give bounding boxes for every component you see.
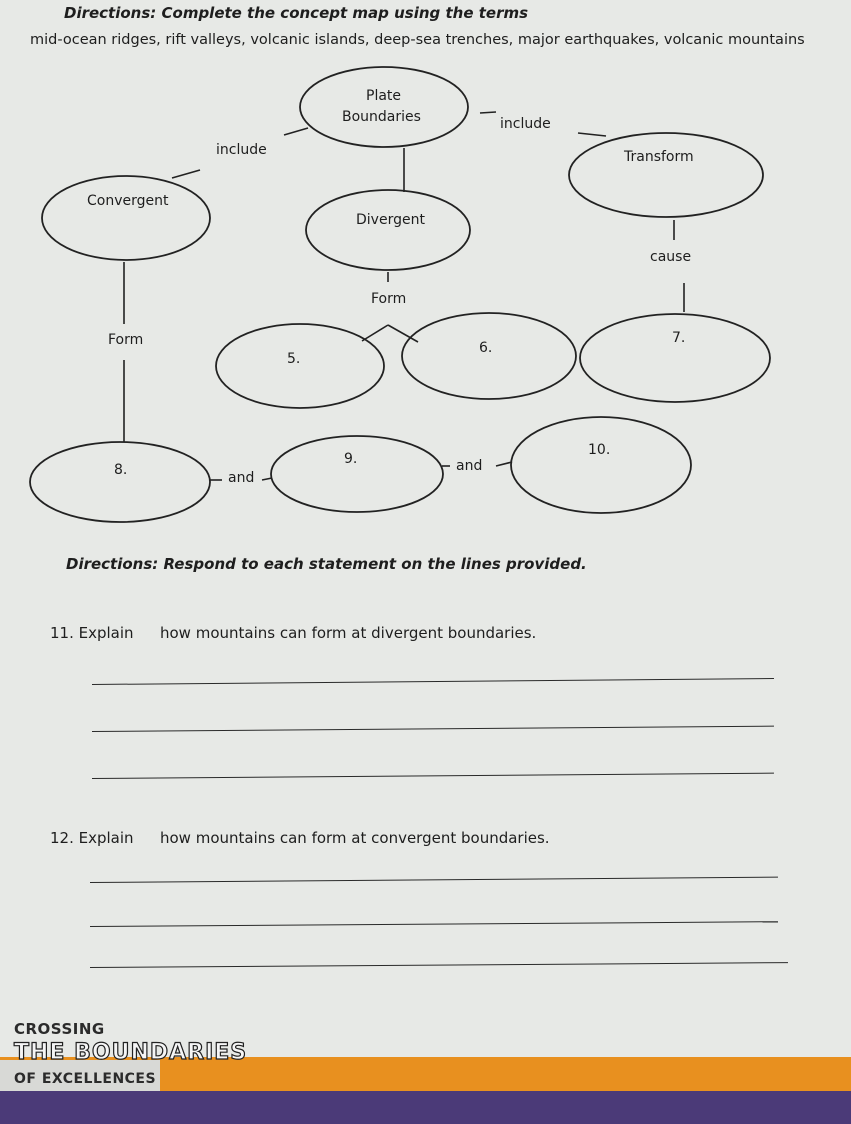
label-transform: Transform bbox=[624, 149, 694, 165]
ellipse-blank-9 bbox=[271, 436, 443, 512]
question-12-text: how mountains can form at convergent boundaries. bbox=[160, 829, 550, 847]
answer-line-11a[interactable] bbox=[92, 678, 774, 685]
answer-line-12b[interactable] bbox=[90, 921, 778, 927]
label-blank-6: 6. bbox=[479, 340, 493, 356]
answer-line-12a[interactable] bbox=[90, 877, 778, 883]
question-11 bbox=[50, 624, 536, 642]
label-form-center: Form bbox=[371, 291, 407, 307]
label-include-left: include bbox=[216, 142, 267, 158]
label-convergent: Convergent bbox=[87, 193, 169, 209]
ellipse-blank-6 bbox=[402, 313, 576, 399]
label-boundaries: Boundaries bbox=[342, 109, 421, 125]
ellipse-plate-boundaries bbox=[300, 67, 468, 147]
logo-the-boundaries: THE BOUNDARIES bbox=[14, 1040, 248, 1065]
logo-crossing: CROSSING bbox=[14, 1020, 105, 1038]
label-include-right: include bbox=[500, 116, 551, 132]
label-divergent: Divergent bbox=[356, 212, 425, 228]
label-and-2: and bbox=[456, 458, 483, 474]
footer-purple-stripe bbox=[0, 1091, 851, 1124]
label-plate: Plate bbox=[366, 88, 402, 104]
answer-line-11b[interactable] bbox=[92, 726, 774, 732]
logo-of-excellences: OF EXCELLENCES bbox=[14, 1071, 157, 1087]
ellipse-transform bbox=[569, 133, 763, 217]
label-blank-10: 10. bbox=[588, 442, 611, 458]
connector-form-blank5 bbox=[362, 325, 388, 341]
connector-include-convergent bbox=[172, 170, 200, 178]
question-11-number: 11. Explain bbox=[50, 624, 134, 642]
question-11-text: how mountains can form at divergent boundaries. bbox=[160, 624, 537, 642]
answer-line-12c[interactable] bbox=[90, 962, 788, 968]
connector-plate-include-left bbox=[284, 128, 308, 135]
connector-and-blank9 bbox=[262, 478, 272, 480]
connector-include-transform bbox=[578, 133, 606, 136]
connector-plate-include-right bbox=[480, 112, 496, 113]
ellipse-blank-8 bbox=[30, 442, 210, 522]
concept-map bbox=[0, 0, 851, 560]
label-blank-8: 8. bbox=[114, 462, 128, 478]
answer-line-11c[interactable] bbox=[92, 773, 774, 779]
label-blank-9: 9. bbox=[344, 451, 358, 467]
ellipse-blank-10 bbox=[511, 417, 691, 513]
question-12 bbox=[50, 829, 550, 847]
question-12-number: 12. Explain bbox=[50, 829, 134, 847]
ellipse-convergent bbox=[42, 176, 210, 260]
label-blank-7: 7. bbox=[672, 330, 686, 346]
connector-and-blank10 bbox=[496, 462, 512, 466]
terms-list: mid-ocean ridges, rift valleys, volcanic islands, deep-sea trenches, major earthquakes, volcanic mountains bbox=[30, 32, 805, 48]
ellipse-divergent bbox=[306, 190, 470, 270]
label-form-left: Form bbox=[108, 332, 144, 348]
directions-heading: Directions: Complete the concept map using the terms bbox=[64, 4, 529, 22]
label-blank-5: 5. bbox=[287, 351, 301, 367]
label-and-1: and bbox=[228, 470, 255, 486]
directions-respond: Directions: Respond to each statement on the lines provided. bbox=[66, 555, 587, 573]
label-cause: cause bbox=[650, 249, 692, 265]
ellipse-blank-7 bbox=[580, 314, 770, 402]
